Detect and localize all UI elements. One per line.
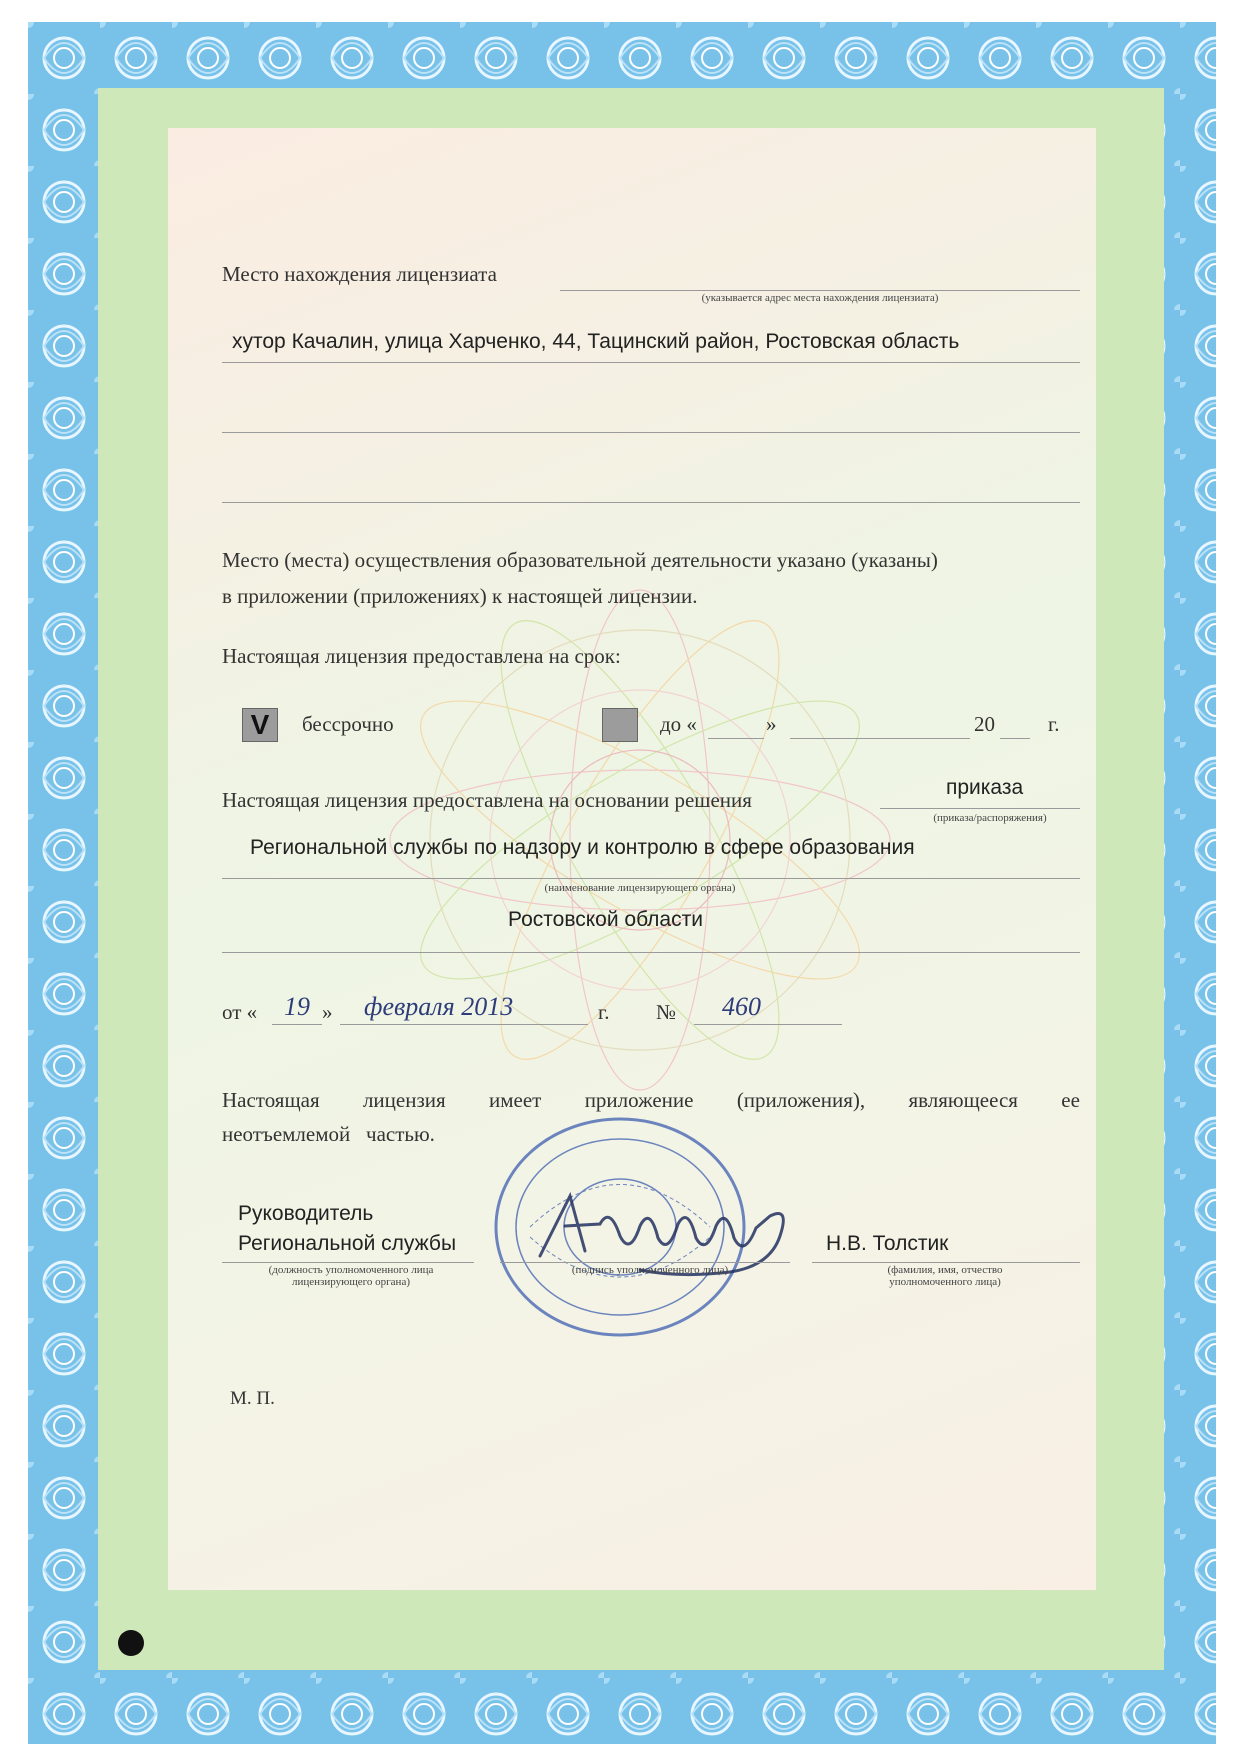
name-line — [812, 1262, 1080, 1263]
address-line-3 — [222, 502, 1080, 503]
basis-label: Настоящая лицензия предоставлена на основании решения — [222, 788, 752, 812]
indefinite-label: бессрочно — [302, 712, 394, 736]
signature-line — [500, 1262, 790, 1263]
order-number: 460 — [722, 992, 761, 1021]
signer-position-line2: Региональной службы — [238, 1232, 457, 1255]
check-icon: V — [250, 709, 270, 740]
year-prefix: 20 — [974, 712, 995, 736]
appendix-line1 — [222, 1088, 1080, 1113]
authority-line-2 — [222, 952, 1080, 953]
until-label: до « — [660, 712, 697, 736]
appendix-line2: неотъемлемой частью. — [222, 1122, 435, 1146]
appendix-word: являющееся — [908, 1088, 1018, 1112]
address-line-1 — [222, 362, 1080, 363]
year-line — [1000, 738, 1030, 739]
order-from-label: от « — [222, 1000, 258, 1024]
authority-hint: (наименование лицензирующего органа) — [544, 882, 736, 894]
licensing-authority-line2: Ростовской области — [508, 908, 703, 931]
position-hint: (должность уполномоченного лица лицензирующего органа) — [268, 1264, 434, 1288]
term-label: Настоящая лицензия предоставлена на срок: — [222, 644, 621, 668]
until-quote-close: » — [766, 712, 777, 736]
name-hint: (фамилия, имя, отчество уполномоченного лица) — [887, 1264, 1003, 1288]
order-number-line — [694, 1024, 842, 1025]
activity-place-line2: в приложении (приложениях) к настоящей лицензии. — [222, 584, 698, 608]
basis-doc-type-line — [880, 808, 1080, 809]
basis-doc-type: приказа — [946, 776, 1024, 799]
order-month-year: февраля 2013 — [364, 992, 514, 1021]
licensing-authority-line1: Региональной службы по надзору и контролю в сфере образования — [250, 836, 915, 859]
appendix-word: ее — [1061, 1088, 1080, 1112]
appendix-word: приложение — [584, 1088, 694, 1112]
appendix-word: лицензия — [362, 1088, 446, 1112]
order-month-line — [340, 1024, 588, 1025]
position-line — [222, 1262, 474, 1263]
location-label: Место нахождения лицензиата — [222, 262, 497, 286]
address-line-2 — [222, 432, 1080, 433]
stamp-place-label: М. П. — [230, 1388, 275, 1409]
until-month-line — [790, 738, 970, 739]
basis-doc-type-hint: (приказа/распоряжения) — [933, 812, 1047, 824]
until-checkbox[interactable] — [602, 708, 638, 742]
signer-name: Н.В. Толстик — [826, 1232, 949, 1255]
year-suffix: г. — [1048, 712, 1060, 736]
authority-line-1 — [222, 878, 1080, 879]
location-line — [560, 290, 1080, 291]
until-day-line — [708, 738, 764, 739]
signer-position-line1: Руководитель — [238, 1202, 374, 1225]
location-hint: (указывается адрес места нахождения лицензиата) — [701, 292, 939, 304]
hole-punch-dot — [118, 1630, 144, 1656]
indefinite-checkbox[interactable] — [242, 708, 278, 742]
signature-hint: (подпись уполномоченного лица) — [571, 1264, 729, 1276]
appendix-word: Настоящая — [222, 1088, 320, 1112]
appendix-word: (приложения), — [736, 1088, 866, 1112]
order-quote-close: » — [322, 1000, 333, 1024]
licensee-address: хутор Качалин, улица Харченко, 44, Тацинский район, Ростовская область — [232, 330, 960, 353]
order-day: 19 — [284, 992, 310, 1021]
activity-place-line1: Место (места) осуществления образовательной деятельности указано (указаны) — [222, 548, 938, 572]
appendix-word: имеет — [489, 1088, 542, 1112]
order-day-line — [272, 1024, 322, 1025]
order-number-label: № — [656, 1000, 677, 1024]
order-year-suffix: г. — [598, 1000, 610, 1024]
